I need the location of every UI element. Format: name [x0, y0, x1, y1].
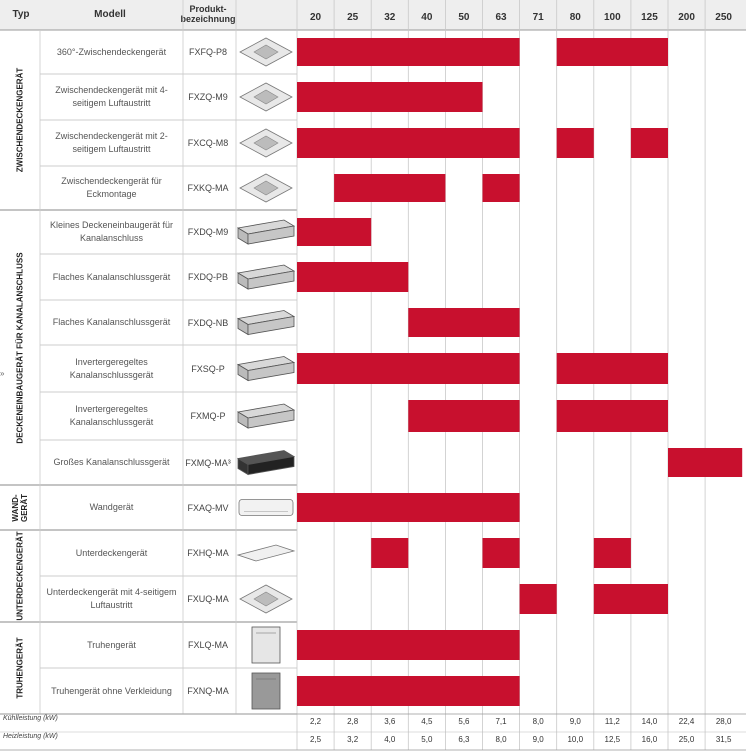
cassette-360-icon: [240, 38, 292, 66]
column-header-71: 71: [532, 12, 544, 23]
product-code: FXHQ-MA: [187, 548, 229, 558]
model-name: Unterdeckengerät: [75, 547, 148, 558]
type-group-label: [0, 210, 40, 485]
model-name: Zwischendeckengerät für Eckmontage: [61, 176, 162, 199]
product-code: FXDQ-M9: [187, 227, 229, 237]
column-header-200: 200: [678, 12, 695, 23]
heating-value-32: 4,0: [384, 735, 396, 744]
concealed-floor-unit-icon: [252, 673, 280, 709]
type-group-label: [0, 530, 40, 622]
model-name: Invertergeregeltes Kanalanschlussgerät: [69, 404, 154, 427]
inverter-duct-unit-icon: [238, 357, 294, 381]
product-code: FXSQ-P: [191, 363, 225, 374]
type-group-line2: GERÄT: [20, 493, 29, 522]
cooling-value-200: 22,4: [678, 717, 695, 726]
heating-value-50: 6,3: [458, 735, 470, 744]
model-name: Invertergeregeltes Kanalanschlussgerät: [69, 356, 154, 380]
heating-value-200: 25,0: [678, 735, 695, 744]
type-group-text: UNTERDECKENGERÄT: [15, 531, 25, 621]
small-duct-unit-icon: [238, 220, 294, 244]
wall-unit-icon: [239, 500, 293, 516]
type-group-text: DECKENEINBAUGERÄT FÜR KANALANSCHLUSS: [15, 251, 25, 444]
product-code: FXMQ-P: [190, 411, 226, 421]
model-name: Unterdeckengerät mit 4-seitigem Luftaustritt: [46, 587, 177, 610]
inverter-duct-unit-p-icon: [238, 404, 294, 428]
availability-bar: [297, 38, 520, 66]
slim-duct-unit-nb-icon: [238, 311, 294, 335]
header-produkt-line1: Produkt-: [189, 4, 227, 14]
product-code: FXMQ-MA³: [185, 457, 231, 468]
model-name: Zwischendeckengerät mit 2-seitigem Luftaustritt: [55, 131, 168, 154]
column-header-250: 250: [715, 12, 732, 23]
corner-cassette-icon: [240, 174, 292, 202]
model-name: Flaches Kanalanschlussgerät: [52, 317, 171, 327]
header-typ: Typ: [12, 9, 30, 20]
availability-bar: [297, 262, 408, 292]
availability-bar: [557, 353, 668, 384]
heating-value-125: 16,0: [641, 735, 658, 744]
availability-bar: [594, 538, 631, 568]
column-header-63: 63: [495, 12, 507, 23]
model-name: Truhengerät: [87, 639, 136, 650]
cooling-value-20: 2,2: [309, 717, 322, 726]
availability-bar: [297, 676, 520, 706]
product-code: FXUQ-MA: [187, 594, 229, 604]
type-group-text: TRUHENGERÄT: [15, 637, 25, 699]
cooling-value-250: 28,0: [715, 717, 732, 726]
type-group-line1: WAND-: [11, 493, 20, 522]
cooling-value-50: 5,6: [458, 717, 470, 726]
availability-bar: [297, 493, 520, 522]
type-group-label: [0, 485, 40, 530]
availability-bar: [334, 174, 445, 202]
product-code: FXCQ-M8: [187, 138, 229, 148]
availability-bar: [371, 538, 408, 568]
heating-value-71: 9,0: [532, 735, 544, 744]
cooling-value-63: 7,1: [495, 717, 507, 726]
model-name: Truhengerät ohne Verkleidung: [51, 685, 172, 696]
availability-bar: [408, 400, 519, 432]
availability-bar: [408, 308, 519, 337]
side-note: »: [0, 369, 5, 378]
model-name: Zwischendeckengerät mit 4-seitigem Luftaustritt: [55, 85, 168, 108]
model-name: 360°-Zwischendeckengerät: [56, 46, 167, 57]
availability-bar: [520, 584, 557, 614]
heating-value-80: 10,0: [567, 735, 584, 744]
ceiling-4way-unit-icon: [240, 585, 292, 613]
product-code: FXZQ-M9: [188, 92, 228, 102]
product-code: FXDQ-NB: [187, 317, 229, 328]
model-name: Wandgerät: [89, 502, 134, 512]
model-name: Flaches Kanalanschlussgerät: [52, 271, 171, 282]
cooling-value-71: 8,0: [532, 717, 544, 726]
product-code: FXLQ-MA: [187, 640, 228, 650]
ceiling-suspended-unit-icon: [238, 545, 294, 561]
column-header-50: 50: [458, 12, 470, 23]
type-group-label: [0, 30, 40, 210]
product-code: FXFQ-P8: [188, 47, 227, 57]
heating-label: Heizleistung (kW): [3, 733, 58, 740]
heating-value-20: 2,5: [309, 735, 322, 744]
cooling-value-80: 9,0: [569, 717, 581, 726]
heating-value-40: 5,0: [421, 735, 433, 744]
cassette-4way-icon: [240, 83, 292, 111]
availability-bar: [594, 584, 668, 614]
large-duct-unit-icon: [238, 451, 294, 475]
type-group-text: ZWISCHENDECKENGERÄT: [15, 67, 25, 173]
availability-bar: [557, 38, 668, 66]
header-produkt-line2: bezeichnung: [180, 14, 236, 24]
product-code: FXNQ-MA: [187, 686, 229, 696]
heating-value-250: 31,5: [715, 735, 732, 744]
availability-bar: [631, 128, 668, 158]
cooling-label: Kühlleistung (kW): [3, 715, 58, 722]
column-header-40: 40: [421, 12, 433, 23]
column-header-80: 80: [569, 12, 581, 23]
heating-value-100: 12,5: [604, 735, 621, 744]
column-header-125: 125: [641, 12, 658, 23]
type-group-label: [0, 622, 40, 714]
cooling-value-40: 4,5: [421, 717, 433, 726]
product-code: FXAQ-MV: [187, 502, 229, 513]
cooling-value-100: 11,2: [604, 717, 620, 726]
availability-bar: [483, 538, 520, 568]
cooling-value-125: 14,0: [641, 717, 658, 726]
availability-bar: [297, 128, 520, 158]
slim-duct-unit-icon: [238, 265, 294, 289]
availability-bar: [668, 448, 742, 477]
floor-standing-unit-icon: [252, 627, 280, 663]
availability-bar: [483, 174, 520, 202]
column-header-100: 100: [604, 12, 621, 23]
availability-bar: [297, 353, 520, 384]
heating-value-25: 3,2: [347, 735, 359, 744]
product-code: FXKQ-MA: [187, 183, 229, 193]
cassette-2way-icon: [240, 129, 292, 157]
availability-bar: [297, 630, 520, 660]
column-header-20: 20: [309, 12, 322, 23]
availability-bar: [297, 218, 371, 246]
cooling-value-32: 3,6: [384, 717, 396, 726]
cooling-value-25: 2,8: [347, 717, 359, 726]
header-modell: Modell: [94, 9, 126, 20]
availability-bar: [297, 82, 483, 112]
model-name: Kleines Deckeneinbaugerät für Kanalanschluss: [49, 220, 174, 243]
type-group-text: [11, 494, 29, 522]
product-code: FXDQ-PB: [187, 272, 228, 282]
model-name: Großes Kanalanschlussgerät: [53, 457, 170, 467]
availability-bar: [557, 128, 594, 158]
heating-value-63: 8,0: [495, 735, 507, 744]
availability-bar: [557, 400, 668, 432]
column-header-32: 32: [384, 12, 396, 23]
column-header-25: 25: [347, 12, 359, 23]
